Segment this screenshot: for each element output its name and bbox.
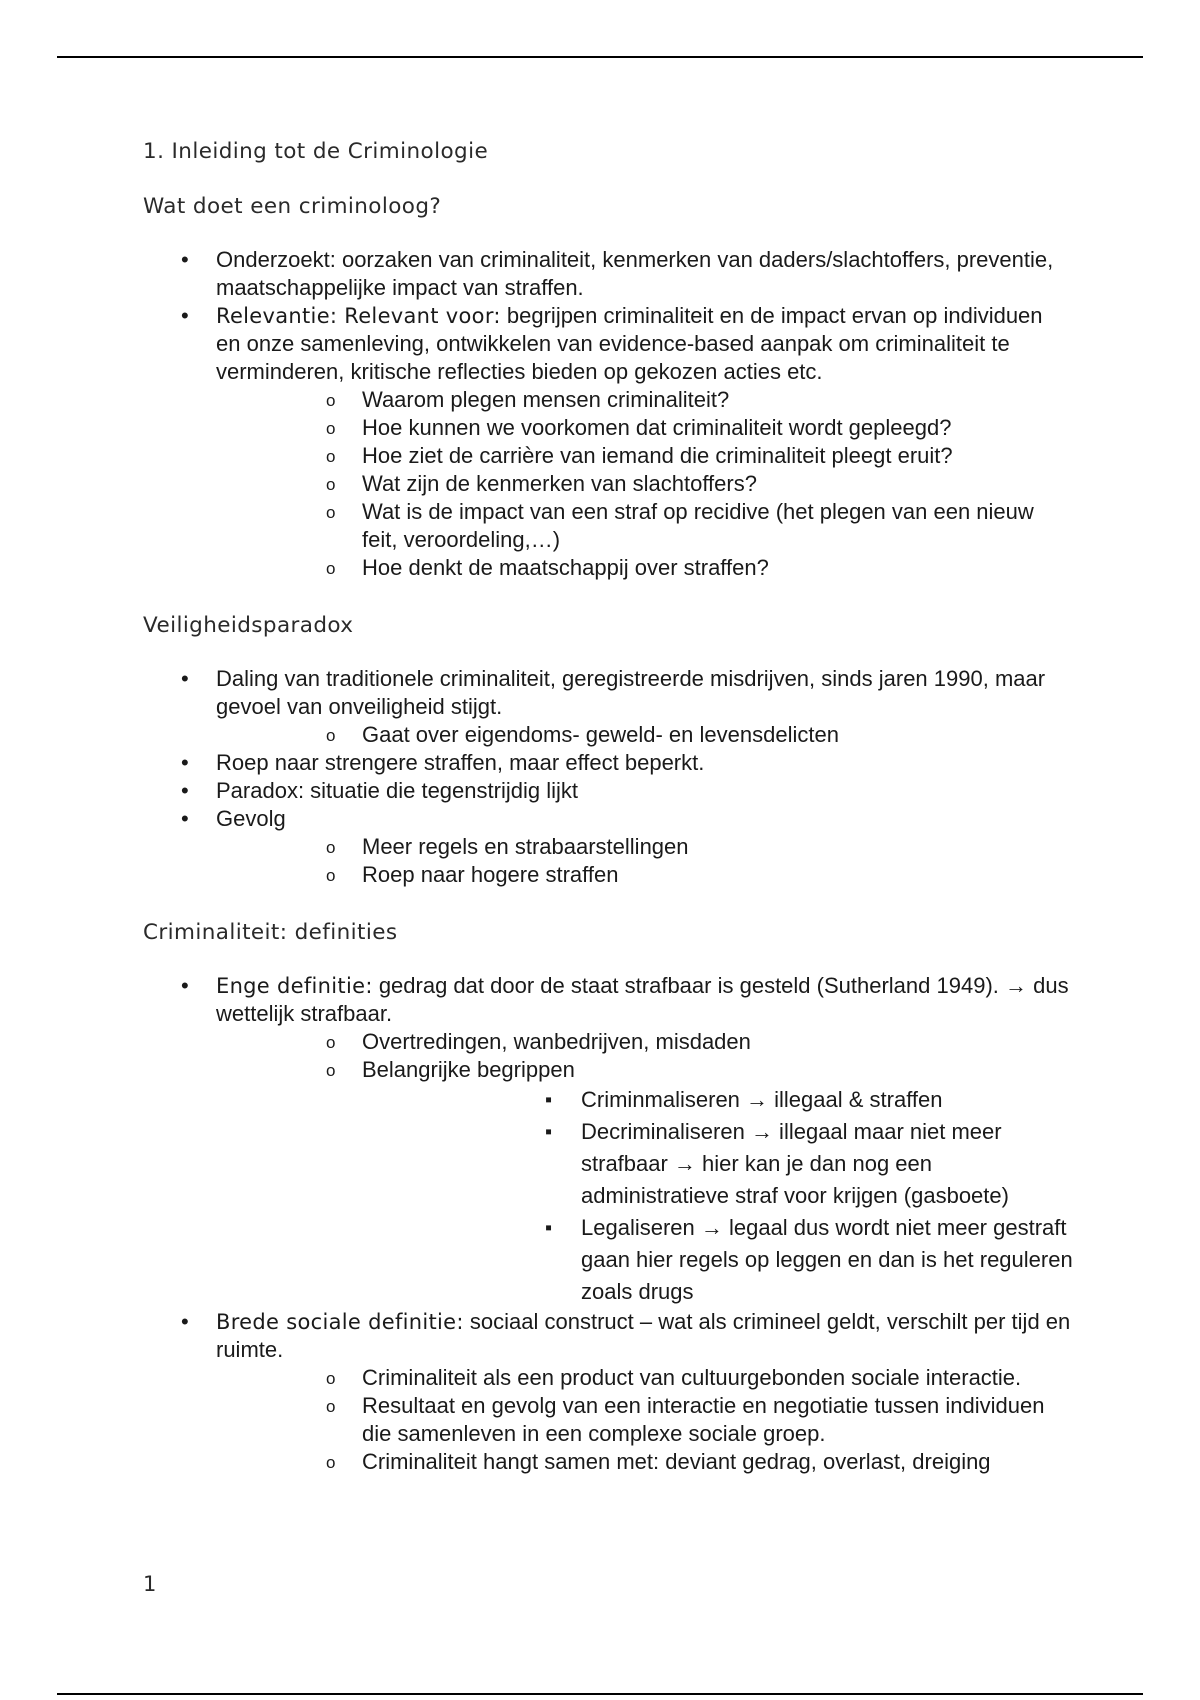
section-heading-criminoloog: Wat doet een criminoloog? (143, 194, 442, 219)
bullet-marker: • (181, 303, 189, 328)
item-text: begrijpen criminaliteit en de impact ervan op individuen en onze samenleving, ontwikkelen van evidence-based aanpak om criminaliteit te verminderen, kritische reflecties bieden op gekozen acties etc. (216, 303, 1043, 384)
item-text: Resultaat en gevolg van een interactie en negotiatie tussen individuen die samenleven in een complexe sociale groep. (362, 1393, 1045, 1446)
item-text: Hoe kunnen we voorkomen dat criminaliteit wordt gepleegd? (362, 415, 952, 440)
item-term: Enge definitie: (216, 974, 373, 998)
sub-list (216, 721, 1073, 749)
item-text: Hoe denkt de maatschappij over straffen? (362, 555, 769, 580)
item-text: Paradox: situatie die tegenstrijdig lijkt (216, 778, 578, 803)
sub-list-item (216, 1392, 1073, 1448)
item-text: Onderzoekt: oorzaken van criminaliteit, kenmerken van daders/slachtoffers, preventie, maatschappelijke impact van straffen. (216, 247, 1054, 300)
list-item (143, 749, 1073, 777)
item-term: Relevantie: Relevant voor: (216, 304, 501, 328)
bullet-list (143, 246, 1073, 582)
sub-list-item (216, 554, 1073, 582)
item-text: Roep naar hogere straffen (362, 862, 619, 887)
section-heading-definities: Criminaliteit: definities (143, 920, 398, 945)
circle-marker: o (326, 559, 336, 578)
item-text: Belangrijke begrippen (362, 1057, 575, 1082)
bullet-list (143, 665, 1073, 889)
bullet-marker: • (181, 778, 189, 803)
circle-marker: o (326, 866, 336, 885)
bullet-marker: • (181, 1309, 189, 1334)
circle-marker: o (326, 503, 336, 522)
sub-sub-list (362, 1084, 1073, 1308)
item-text: sociaal construct – wat als crimineel geldt, verschilt per tijd en ruimte. (216, 1309, 1071, 1362)
list-item (143, 665, 1073, 749)
circle-marker: o (326, 726, 336, 745)
item-text: Gevolg (216, 806, 286, 831)
sub-list-item (216, 1056, 1073, 1308)
circle-marker: o (326, 1061, 336, 1080)
list-item (143, 972, 1073, 1308)
item-text: Criminmaliseren → illegaal & straffen (581, 1087, 943, 1112)
circle-marker: o (326, 1033, 336, 1052)
circle-marker: o (326, 1369, 336, 1388)
item-text: Gaat over eigendoms- geweld- en levensdelicten (362, 722, 839, 747)
circle-marker: o (326, 1453, 336, 1472)
sub-sub-list-item (362, 1116, 1073, 1212)
bullet-marker: • (181, 247, 189, 272)
sub-list-item (216, 386, 1073, 414)
bullet-marker: • (181, 666, 189, 691)
item-text: Legaliseren → legaal dus wordt niet meer gestraft gaan hier regels op leggen en dan is het reguleren zoals drugs (581, 1215, 1073, 1304)
sub-list-item (216, 1364, 1073, 1392)
sub-list-item (216, 498, 1073, 554)
square-marker: ▪ (545, 1089, 553, 1111)
sub-list-item (216, 470, 1073, 498)
list-item (143, 805, 1073, 889)
item-text: Roep naar strengere straffen, maar effect beperkt. (216, 750, 705, 775)
bullet-marker: • (181, 806, 189, 831)
sub-list (216, 833, 1073, 889)
sub-list-item (216, 414, 1073, 442)
page-number: 1 (143, 1572, 157, 1596)
sub-list-item (216, 721, 1073, 749)
document-page (143, 138, 1073, 1476)
sub-list (216, 1028, 1073, 1308)
bullet-marker: • (181, 973, 189, 998)
item-text: Decriminaliseren → illegaal maar niet meer strafbaar → hier kan je dan nog een administratieve straf voor krijgen (gasboete) (581, 1119, 1009, 1208)
circle-marker: o (326, 419, 336, 438)
sub-sub-list-item (362, 1212, 1073, 1308)
sub-list-item (216, 1028, 1073, 1056)
item-text: Wat is de impact van een straf op recidive (het plegen van een nieuw feit, veroordeling,…) (362, 499, 1034, 552)
section-heading-veiligheidsparadox: Veiligheidsparadox (143, 613, 354, 638)
list-item (143, 1308, 1073, 1476)
square-marker: ▪ (545, 1217, 553, 1239)
list-item (143, 302, 1073, 582)
item-text: gedrag dat door de staat strafbaar is gesteld (Sutherland 1949). → dus wettelijk strafbaar. (216, 973, 1069, 1026)
sub-sub-list-item (362, 1084, 1073, 1116)
sub-list-item (216, 833, 1073, 861)
sub-list-item (216, 442, 1073, 470)
sub-list (216, 1364, 1073, 1476)
sub-list (216, 386, 1073, 582)
circle-marker: o (326, 1397, 336, 1416)
item-text: Criminaliteit hangt samen met: deviant gedrag, overlast, dreiging (362, 1449, 991, 1474)
item-text: Meer regels en strabaarstellingen (362, 834, 689, 859)
list-item (143, 777, 1073, 805)
item-text: Overtredingen, wanbedrijven, misdaden (362, 1029, 751, 1054)
item-text: Hoe ziet de carrière van iemand die criminaliteit pleegt eruit? (362, 443, 953, 468)
item-text: Wat zijn de kenmerken van slachtoffers? (362, 471, 757, 496)
sub-list-item (216, 1448, 1073, 1476)
footer-rule (57, 1693, 1143, 1695)
header-rule (57, 56, 1143, 58)
circle-marker: o (326, 391, 336, 410)
bullet-list (143, 972, 1073, 1476)
item-text: Waarom plegen mensen criminaliteit? (362, 387, 730, 412)
square-marker: ▪ (545, 1121, 553, 1143)
circle-marker: o (326, 447, 336, 466)
item-text: Daling van traditionele criminaliteit, geregistreerde misdrijven, sinds jaren 1990, maar gevoel van onveiligheid stijgt. (216, 666, 1046, 719)
document-title: 1. Inleiding tot de Criminologie (143, 139, 489, 164)
item-text: Criminaliteit als een product van cultuurgebonden sociale interactie. (362, 1365, 1022, 1390)
item-term: Brede sociale definitie: (216, 1310, 464, 1334)
circle-marker: o (326, 475, 336, 494)
sub-list-item (216, 861, 1073, 889)
list-item (143, 246, 1073, 302)
circle-marker: o (326, 838, 336, 857)
bullet-marker: • (181, 750, 189, 775)
